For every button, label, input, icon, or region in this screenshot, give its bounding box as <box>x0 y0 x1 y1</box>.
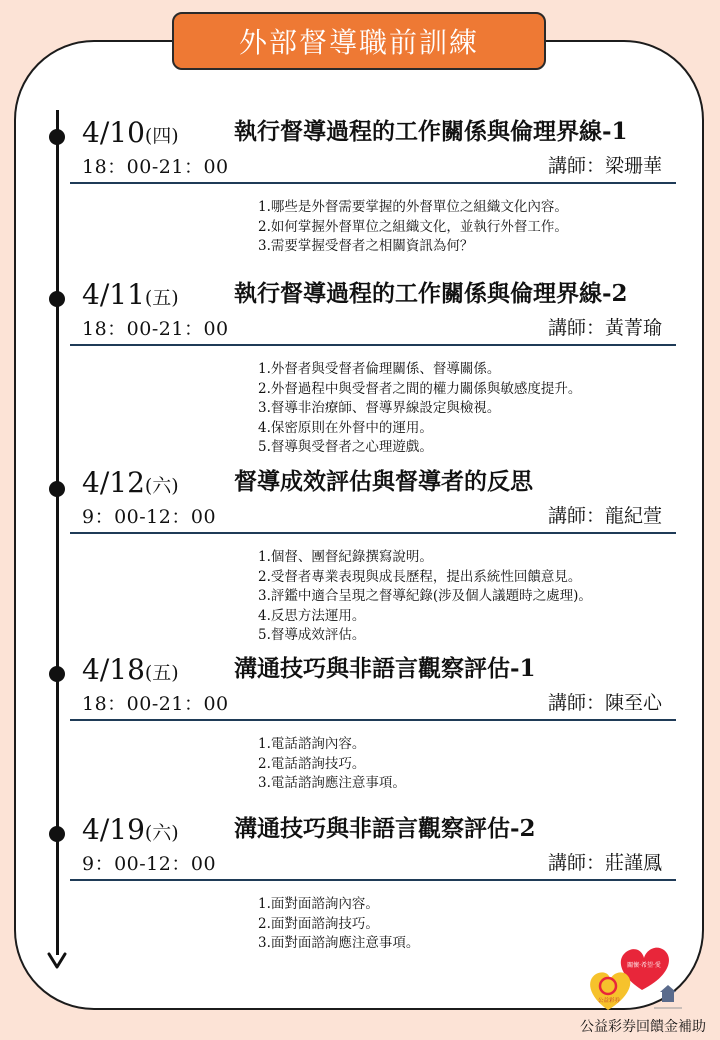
lottery-heart-logo <box>582 940 692 1020</box>
list-item: 2.面對面諮詢技巧。 <box>258 915 379 932</box>
timeline-dot <box>49 481 65 497</box>
session-lecturer: 講師：黃菁瑜 <box>547 317 662 339</box>
list-item: 5.督導成效評估。 <box>258 627 366 643</box>
list-item: 1.電話諮詢內容。 <box>258 736 366 752</box>
list-item: 3.需要掌握受督者之相關資訊為何？ <box>258 238 474 254</box>
list-item: 1.個督、團督紀錄撰寫說明。 <box>258 549 433 565</box>
session-date <box>82 468 179 501</box>
date-value: 4/11 <box>82 278 145 311</box>
list-item: 1.面對面諮詢內容。 <box>258 896 379 912</box>
session-title: 溝通技巧與非語言觀察評估-1 <box>234 655 536 682</box>
topic-list <box>258 198 568 257</box>
page-title: 外部督導職前訓練 <box>238 26 479 59</box>
date-value: 4/10 <box>82 116 145 149</box>
weekday: (五) <box>144 287 179 309</box>
session-time: 9：00-12：00 <box>82 506 217 528</box>
session-title: 執行督導過程的工作關係與倫理界線-2 <box>234 280 628 307</box>
weekday: (六) <box>144 822 179 844</box>
list-item: 4.反思方法運用。 <box>258 607 366 624</box>
list-item: 2.如何掌握外督單位之組織文化，並執行外督工作。 <box>258 218 568 235</box>
session-date <box>82 815 179 848</box>
session-time: 18：00-21：00 <box>82 318 229 340</box>
logo-badge-text: 關懷‧希望‧愛 <box>627 962 661 969</box>
divider <box>70 532 676 534</box>
list-item: 4.保密原則在外督中的運用。 <box>258 419 433 436</box>
timeline-arrow-icon <box>47 948 67 970</box>
funding-note: 公益彩券回饋金補助 <box>580 1019 706 1035</box>
weekday: (五) <box>144 662 179 684</box>
timeline-dot <box>49 291 65 307</box>
divider <box>70 719 676 721</box>
session-date <box>82 655 179 688</box>
list-item: 2.外督過程中與受督者之間的權力關係與敏感度提升。 <box>258 380 582 397</box>
date-value: 4/19 <box>82 813 145 846</box>
page-title-banner <box>172 12 546 70</box>
list-item: 3.評鑑中適合呈現之督導紀錄(涉及個人議題時之處理)。 <box>258 588 592 604</box>
session-time: 18：00-21：00 <box>82 156 229 178</box>
session-lecturer: 講師：梁珊華 <box>547 155 662 177</box>
list-item: 3.督導非治療師、督導界線設定與檢視。 <box>258 400 501 416</box>
timeline-dot <box>49 129 65 145</box>
session-time: 9：00-12：00 <box>82 853 217 875</box>
weekday: (四) <box>144 125 179 147</box>
topic-list <box>258 360 581 458</box>
date-value: 4/12 <box>82 466 145 499</box>
session-date <box>82 280 179 313</box>
session-title: 溝通技巧與非語言觀察評估-2 <box>234 815 536 842</box>
session-lecturer: 講師：龍紀萱 <box>547 505 662 527</box>
divider <box>70 879 676 881</box>
list-item: 1.外督者與受督者倫理關係、督導關係。 <box>258 361 501 377</box>
topic-list <box>258 895 419 954</box>
divider <box>70 344 676 346</box>
session-title: 執行督導過程的工作關係與倫理界線-1 <box>234 118 628 145</box>
session-time: 18：00-21：00 <box>82 693 229 715</box>
session-title: 督導成效評估與督導者的反思 <box>234 468 533 495</box>
session-lecturer: 講師：陳至心 <box>547 692 662 714</box>
timeline-dot <box>49 666 65 682</box>
list-item: 5.督導與受督者之心理遊戲。 <box>258 439 433 455</box>
date-value: 4/18 <box>82 653 145 686</box>
topic-list <box>258 735 406 794</box>
list-item: 2.電話諮詢技巧。 <box>258 755 366 772</box>
list-item: 3.電話諮詢應注意事項。 <box>258 775 406 791</box>
session-date <box>82 118 179 151</box>
list-item: 1.哪些是外督需要掌握的外督單位之組織文化內容。 <box>258 199 568 215</box>
weekday: (六) <box>144 475 179 497</box>
timeline-dot <box>49 826 65 842</box>
logo-heart-text: 公益彩券 <box>597 998 621 1004</box>
topic-list <box>258 548 592 646</box>
list-item: 3.面對面諮詢應注意事項。 <box>258 935 420 951</box>
list-item: 2.受督者專業表現與成長歷程，提出系統性回饋意見。 <box>258 568 582 585</box>
session-lecturer: 講師：莊謹鳳 <box>547 852 662 874</box>
divider <box>70 182 676 184</box>
